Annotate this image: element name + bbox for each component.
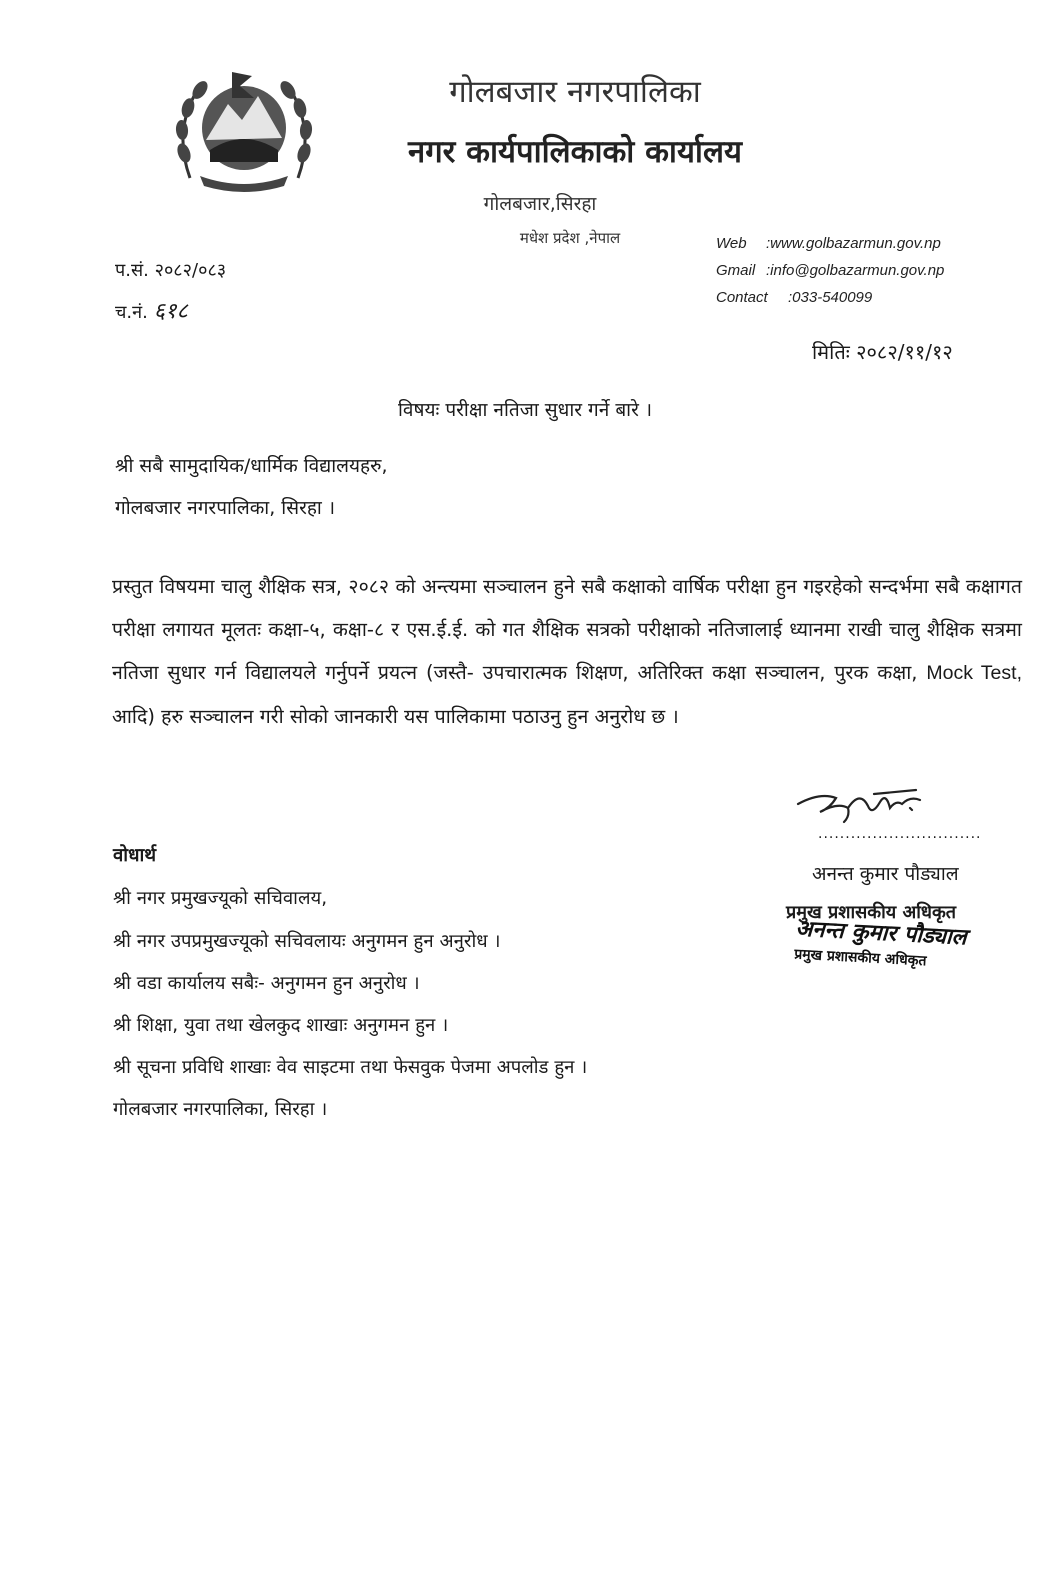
cc-item: श्री शिक्षा, युवा तथा खेलकुद शाखाः अनुगमन हुन । xyxy=(113,1015,449,1036)
cn-value: ६१८ xyxy=(153,299,188,324)
web-url: :www.golbazarmun.gov.np xyxy=(766,235,941,252)
gmail-address: :info@golbazarmun.gov.np xyxy=(766,262,945,279)
stamp-name: अनन्त कुमार पौड्याल xyxy=(794,916,968,951)
web-label: Web xyxy=(716,235,747,252)
addressee-line-1: श्री सबै सामुदायिक/धार्मिक विद्यालयहरु, xyxy=(115,455,388,477)
cc-heading: वोधार्थ xyxy=(113,845,157,866)
office-address: गोलबजार,सिरहा xyxy=(483,193,597,215)
letter-body xyxy=(112,565,1022,738)
gmail-label: Gmail xyxy=(716,262,756,279)
cn-label: च.नं. xyxy=(115,302,148,323)
official-stamp xyxy=(794,913,1006,975)
contact-web xyxy=(716,235,941,252)
handwritten-signature-icon xyxy=(790,782,940,832)
contact-label: Contact xyxy=(716,289,768,306)
addressee-line-2: गोलबजार नगरपालिका, सिरहा । xyxy=(115,497,336,519)
phone-number: :033-540099 xyxy=(788,289,873,306)
cc-item: श्री सूचना प्रविधि शाखाः वेव साइटमा तथा फेसवुक पेजमा अपलोड हुन । xyxy=(113,1057,588,1078)
nepal-emblem-icon xyxy=(170,58,318,196)
reference-ps xyxy=(115,258,226,282)
stamp-title: प्रमुख प्रशासकीय अधिकृत xyxy=(793,946,927,970)
cc-item: गोलबजार नगरपालिका, सिरहा । xyxy=(113,1099,328,1120)
cc-item: श्री नगर उपप्रमुखज्यूको सचिवलायः अनुगमन हुन अनुरोध । xyxy=(113,931,501,952)
reference-cn xyxy=(115,295,188,325)
signatory-title: प्रमुख प्रशासकीय अधिकृत xyxy=(786,902,957,923)
province-name: मधेश प्रदेश ,नेपाल xyxy=(519,229,621,247)
body-english-term: Mock Test, xyxy=(926,662,1022,684)
signature-dotted-line: .............................. xyxy=(818,826,982,842)
contact-phone xyxy=(716,289,872,306)
cc-item: श्री नगर प्रमुखज्यूको सचिवालय, xyxy=(113,888,328,909)
letter-date: मितिः २०८२/११/१२ xyxy=(812,340,953,364)
ps-value: २०८२/०८३ xyxy=(154,260,227,281)
signatory-name: अनन्त कुमार पौड्याल xyxy=(812,863,959,885)
letter-subject: विषयः परीक्षा नतिजा सुधार गर्ने बारे । xyxy=(398,399,653,421)
ps-label: प.सं. xyxy=(115,260,149,281)
municipality-name: गोलबजार नगरपालिका xyxy=(449,74,701,110)
office-name: नगर कार्यपालिकाको कार्यालय xyxy=(408,134,742,170)
cc-item: श्री वडा कार्यालय सबैः- अनुगमन हुन अनुरोध । xyxy=(113,973,420,994)
contact-gmail xyxy=(716,262,944,279)
body-part-1: प्रस्तुत विषयमा चालु शैक्षिक सत्र, २०८२ को अन्त्यमा सञ्चालन हुने सबै कक्षाको वार्षिक परीक्षा हुन गइरहेको सन्दर्भमा सबै कक्षागत परीक्षा लगायत मूलतः कक्षा-५, कक्षा-८ र एस.ई.ई. को गत शैक्षिक सत्रको परीक्षाको नतिजालाई ध्यानमा राखी चालु शैक्षिक सत्रमा नतिजा सुधार गर्न विद्यालयले गर्नुपर्ने प्रयत्न (जस्तै- उपचारात्मक शिक्षण, अतिरिक्त कक्षा सञ्चालन, पुरक कक्षा, xyxy=(112,575,1022,684)
body-part-2: आदि) हरु सञ्चालन गरी सोको जानकारी यस पालिकामा पठाउनु हुन अनुरोध छ । xyxy=(112,705,679,728)
